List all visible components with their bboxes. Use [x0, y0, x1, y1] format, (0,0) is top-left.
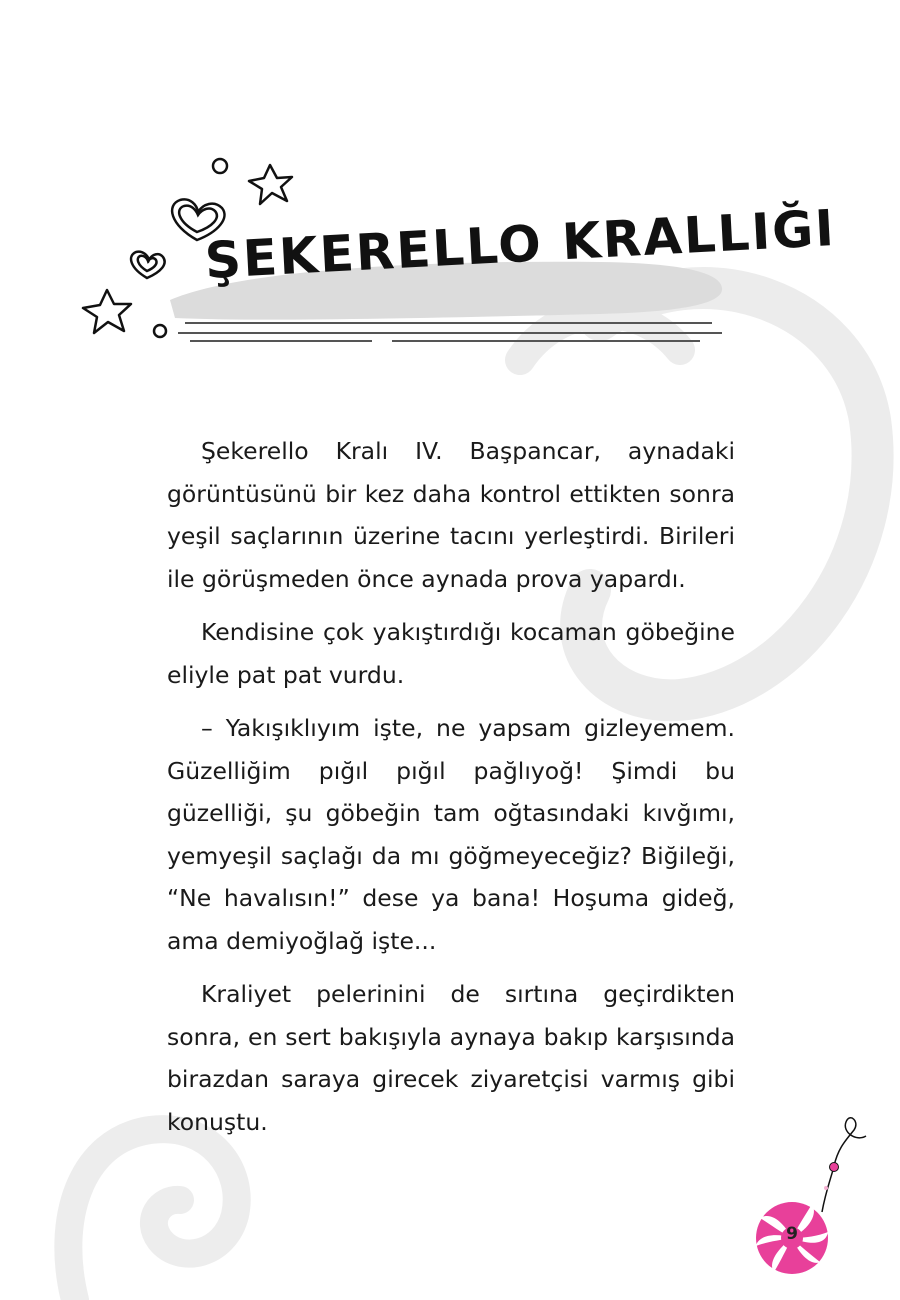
chapter-title: ŞEKERELLO KRALLIĞI	[203, 198, 838, 290]
paragraph: Kendisine çok yakıştırdığı kocaman göbeğine eliyle pat pat vurdu.	[167, 618, 735, 689]
paragraph: Şekerello Kralı IV. Başpancar, aynadaki görüntüsünü bir kez daha kontrol ettikten sonra yeşil saçlarının üzerine tacını yerleştirdi. Birileri ile görüşmeden önce aynada prova yapardı.	[167, 437, 735, 593]
chapter-body	[167, 430, 735, 1154]
paragraph: Kraliyet pelerinini de sırtına geçirdikten sonra, en sert bakışıyla aynaya bakıp karşısında birazdan saraya girecek ziyaretçisi varmış gibi konuştu.	[167, 980, 735, 1136]
lollipop-icon	[756, 1118, 866, 1274]
heart-icon	[131, 252, 165, 278]
circle-icon	[213, 159, 227, 173]
page-number: 9	[786, 1224, 798, 1244]
star-icon	[83, 290, 131, 333]
circle-icon	[154, 325, 166, 337]
star-icon	[249, 165, 292, 204]
swirl-icon-bottom	[68, 1129, 236, 1300]
paragraph: – Yakışıklıyım işte, ne yapsam gizleyemem. Güzelliğim pığıl pığıl pağlıyoğ! Şimdi bu güzelliği, şu göbeğin tam oğtasındaki kıvğımı, yemyeşil saçlağı da mı göğmeyeceğiz? Biğileği, “Ne havalısın!” dese ya bana! Hoşuma gideğ, ama demiyoğlağ işte...	[167, 714, 735, 955]
